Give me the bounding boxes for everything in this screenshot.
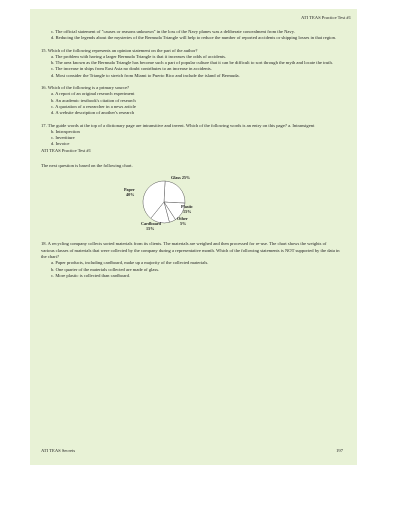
- label-other-name: Other: [177, 216, 188, 222]
- q14-option-c: c. The official statement of "causes or reasons unknown" in the loss of the Navy planes was a deliberate concealment from the Navy.: [51, 29, 295, 34]
- answer-option: c. A quotation of a researcher in a news article: [51, 103, 136, 109]
- label-paper-name: Paper: [124, 187, 135, 193]
- footer-left: ATI TEAS Secrets: [41, 447, 76, 453]
- question-stem: 17. The guide words at the top of a dictionary page are intransitive and invent. Which of the following words is an entry on this page? a. Intransigent: [41, 122, 315, 128]
- label-plastic-name: Plastic: [181, 204, 193, 210]
- q14-option-d: d. Reducing the legends about the mysteries of the Bermuda Triangle will help to reduce the number of reported accidents or shipping losses in that region.: [51, 35, 337, 41]
- chart-intro: The next question is based on the following chart.: [41, 163, 133, 169]
- answer-option: a. The problem with having a larger Bermuda Triangle is that it increases the odds of accidents.: [51, 53, 227, 59]
- answer-option: b. One quarter of the materials collected are made of glass.: [51, 266, 160, 272]
- question-18: [41, 241, 341, 279]
- question-17: [41, 123, 341, 154]
- answer-option: b. The area known as the Bermuda Triangle has become such a part of popular culture that it can be difficult to sort through the myth and locate the truth.: [51, 60, 333, 66]
- page-number: 197: [336, 447, 343, 453]
- pie-chart: [122, 173, 202, 235]
- question-stem: 18. A recycling company collects sorted materials from its clients. The materials are weighed and then processed for re-use. The chart shows the weights of various classes of materials that were collected by the company during a representative month. Which of the following statements is NOT supported by the data in the chart?: [41, 241, 340, 259]
- label-cardboard-pct: 15%: [146, 226, 155, 232]
- answer-option: d. Most consider the Triangle to stretch from Miami to Puerto Rico and include the island of Bermuda.: [51, 72, 240, 78]
- running-header: ATI TEAS Practice Test #1: [300, 15, 351, 20]
- label-plastic-pct: 15%: [183, 209, 192, 215]
- question-stem: 16. Which of the following is a primary source?: [41, 85, 130, 91]
- answer-option: d. A website description of another's research: [51, 110, 135, 116]
- answer-option: b. Introspection: [51, 128, 80, 134]
- document-page: [30, 9, 357, 465]
- answer-option: c. Invertiture: [51, 135, 75, 141]
- question-15: [41, 48, 341, 79]
- answer-option: a. A report of an original research experiment: [51, 91, 135, 97]
- pie-chart-svg: [122, 173, 202, 235]
- label-other-pct: 5%: [180, 221, 187, 227]
- answer-option: b. An academic textbook's citation of research: [51, 97, 136, 103]
- answer-option: c. The increase in ships from East Asia no doubt contributes to an increase in accidents.: [51, 66, 212, 72]
- label-paper-pct: 40%: [126, 192, 135, 198]
- question-16: [41, 85, 341, 116]
- pie-slice-0: [164, 181, 185, 203]
- page-content: [41, 29, 341, 279]
- stray-header-text: ATI TEAS Practice Test #1: [41, 147, 92, 153]
- label-glass: Glass 25%: [171, 175, 191, 181]
- answer-option: a. Paper products, including cardboard, make up a majority of the collected materials.: [51, 260, 209, 266]
- question-stem: 15. Which of the following represents an opinion statement on the part of the author?: [41, 47, 198, 53]
- label-cardboard-name: Cardboard: [141, 221, 162, 227]
- answer-option: c. More plastic is collected than cardboard.: [51, 272, 131, 278]
- answer-option: d. Invoice: [51, 141, 70, 147]
